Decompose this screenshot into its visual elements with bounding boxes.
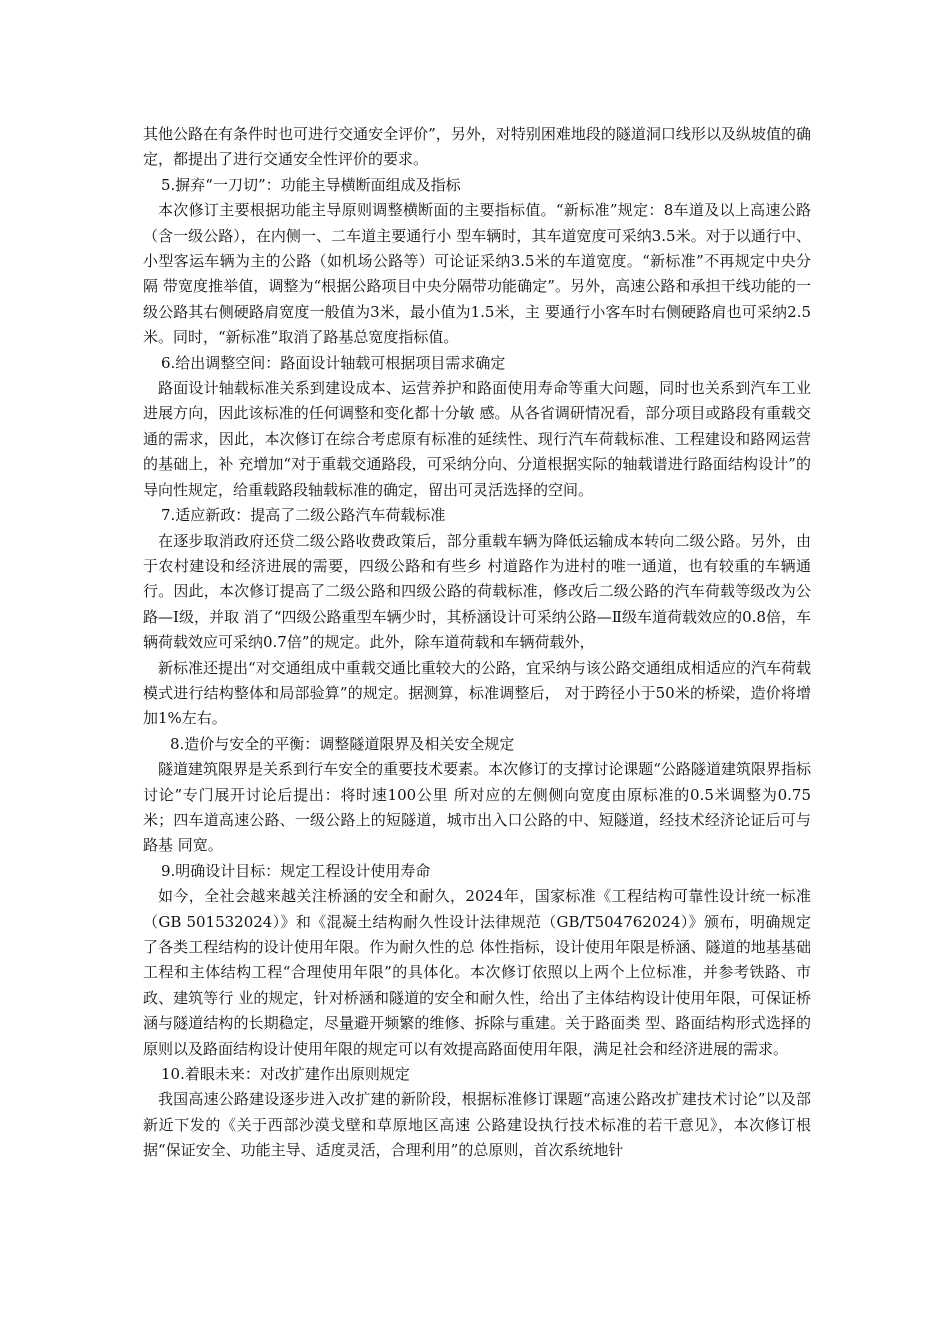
paragraph-section-9: 如今，全社会越来越关注桥涵的安全和耐久，2024年，国家标准《工程结构可靠性设计统一标准（GB 501532024）》和《混凝土结构耐久性设计法律规范（GB/T504762024）》颁布，明确规定了各类工程结构的设计使用年限。作为耐久性的总 体性指标，设计使用年限是桥涵、隧道的地基基础工程和主体结构工程“合理使用年限”的具体化。本次修订依照以上两个上位标准，并参考铁路、市政、建筑等行 业的规定，针对桥涵和隧道的安全和耐久性，给出了主体结构设计使用年限，可保证桥涵与隧道结构的长期稳定，尽量避开频繁的维修、拆除与重建。关于路面类 型、路面结构形式选择的原则以及路面结构设计使用年限的规定可以有效提高路面使用年限，满足社会和经济进展的需求。 [143, 887, 811, 1058]
section-heading-6: 6.给出调整空间：路面设计轴载可根据项目需求确定 [161, 353, 506, 372]
paragraph-section-8: 隧道建筑限界是关系到行车安全的重要技术要素。本次修订的支撑讨论课题“公路隧道建筑限界指标讨论”专门展开讨论后提出：将时速100公里 所对应的左侧侧向宽度由原标准的0.5米调整为0.75米；四车道高速公路、一级公路上的短隧道，城市出入口公路的中、短隧道，经技术经济论证后可与路基 同宽。 [143, 760, 811, 855]
section-heading-10: 10.着眼未来：对改扩建作出原则规定 [161, 1065, 410, 1084]
paragraph-section-7-a: 在逐步取消政府还贷二级公路收费政策后，部分重载车辆为降低运输成本转向二级公路。另外，由于农村建设和经济进展的需要，四级公路和有些乡 村道路作为进村的唯一通道，也有较重的车辆通行。因此，本次修订提高了二级公路和四级公路的荷载标准，修改后二级公路的汽车荷载等级改为公路—Ⅰ级，并取 消了“四级公路重型车辆少时，其桥涵设计可采纳公路—Ⅱ级车道荷载效应的0.8倍，车辆荷载效应可采纳0.7倍”的规定。此外，除车道荷载和车辆荷载外， [143, 531, 811, 652]
section-heading-9: 9.明确设计目标：规定工程设计使用寿命 [161, 861, 431, 880]
document-body [143, 122, 811, 1164]
paragraph-intro-continuation: 其他公路在有条件时也可进行交通安全评价”，另外，对特别困难地段的隧道洞口线形以及纵坡值的确 定，都提出了进行交通安全性评价的要求。 [143, 125, 811, 169]
paragraph-section-6: 路面设计轴载标准关系到建设成本、运营养护和路面使用寿命等重大问题，同时也关系到汽车工业进展方向，因此该标准的任何调整和变化都十分敏 感。从各省调研情况看，部分项目或路段有重载交通的需求，因此，本次修订在综合考虑原有标准的延续性、现行汽车荷载标准、工程建设和路网运营的基础上，补 充增加“对于重载交通路段，可采纳分向、分道根据实际的轴载谱进行路面结构设计”的导向性规定，给重载路段轴载标准的确定，留出可灵活选择的空间。 [143, 379, 811, 499]
paragraph-section-5: 本次修订主要根据功能主导原则调整横断面的主要指标值。“新标准”规定：8车道及以上高速公路（含一级公路），在内侧一、二车道主要通行小 型车辆时，其车道宽度可采纳3.5米。对于以通行中、小型客运车辆为主的公路（如机场公路等）可论证采纳3.5米的车道宽度。“新标准”不再规定中央分隔 带宽度推举值，调整为“根据公路项目中央分隔带功能确定”。另外，高速公路和承担干线功能的一级公路其右侧硬路肩宽度一般值为3米，最小值为1.5米，主 要通行小客车时右侧硬路肩也可采纳2.5米。同时，“新标准”取消了路基总宽度指标值。 [143, 201, 811, 347]
section-heading-7: 7.适应新政：提高了二级公路汽车荷载标准 [161, 506, 446, 525]
section-heading-5: 5.摒弃“一刀切”：功能主导横断面组成及指标 [161, 175, 461, 194]
paragraph-section-10: 我国高速公路建设逐步进入改扩建的新阶段，根据标准修订课题“高速公路改扩建技术讨论”以及部新近下发的《关于西部沙漠戈壁和草原地区高速 公路建设执行技术标准的若干意见》，本次修订根据“保证安全、功能主导、适度灵活，合理利用”的总原则，首次系统地针 [143, 1090, 811, 1160]
paragraph-section-7-b: 新标准还提出“对交通组成中重载交通比重较大的公路，宜采纳与该公路交通组成相适应的汽车荷载模式进行结构整体和局部验算”的规定。据测算，标准调整后， 对于跨径小于50米的桥梁，造价将增加1%左右。 [143, 658, 811, 728]
section-heading-8: 8.造价与安全的平衡：调整隧道限界及相关安全规定 [170, 734, 515, 753]
